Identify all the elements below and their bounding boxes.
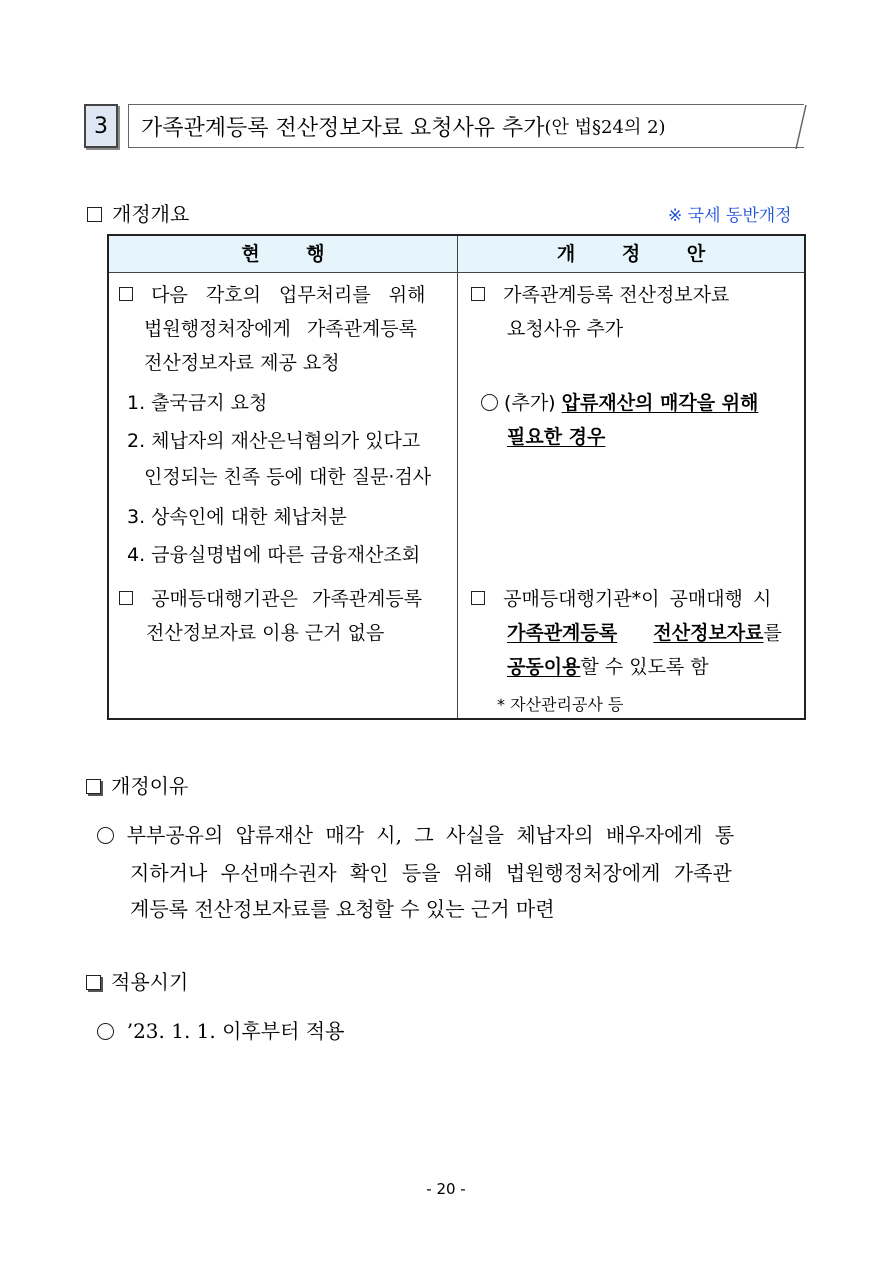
current-item2-line1: 공매등대행기관은 가족관계등록 [119, 582, 422, 616]
square-bullet-icon [119, 591, 133, 605]
reason-line-2: 지하거나 우선매수권자 확인 등을 위해 법원행정처장에게 가족관 [130, 861, 732, 885]
reason-line-1: 부부공유의 압류재산 매각 시, 그 사실을 체납자의 배우자에게 통 [97, 816, 734, 854]
current-list-item-1: 1. 출국금지 요청 [127, 392, 268, 414]
overview-heading [87, 198, 189, 227]
page-number: - 20 - [426, 1180, 466, 1198]
proposed-sub-item: (추가) 압류재산의 매각을 위해 [481, 386, 758, 420]
current-item1-line1: 다음 각호의 업무처리를 위해 [119, 278, 426, 312]
proposed-highlight-1: 압류재산의 매각을 위해 [561, 392, 759, 414]
overview-note: ※ 국세 동반개정 [668, 206, 792, 226]
section-title-sub: (안 법§24의 2) [544, 117, 666, 138]
proposed-item1-line2: 요청사유 추가 [507, 318, 624, 340]
proposed-footnote: * 자산관리공사 등 [497, 695, 624, 714]
title-box-slash-icon [790, 104, 808, 150]
section-title-box [128, 104, 804, 148]
current-list-item-2-cont: 인정되는 친족 등에 대한 질문·검사 [144, 466, 432, 488]
section-number-box [84, 104, 118, 148]
square-bullet-icon [86, 975, 101, 990]
reason-heading: 개정이유 [86, 770, 188, 799]
apply-heading: 적용시기 [86, 966, 188, 995]
section-title: 가족관계등록 전산정보자료 요청사유 추가 [141, 115, 545, 141]
current-item2-line2: 전산정보자료 이용 근거 없음 [146, 622, 385, 644]
current-list-item-3: 3. 상속인에 대한 체납처분 [127, 506, 347, 528]
header-proposed: 개 정 안 [556, 243, 726, 265]
current-item1-line3: 전산정보자료 제공 요청 [144, 352, 340, 374]
square-bullet-icon [471, 591, 485, 605]
comparison-table [107, 234, 806, 720]
overview-heading-text: 개정개요 [112, 202, 190, 226]
square-bullet-icon [471, 287, 485, 301]
proposed-sub-item-cont [507, 420, 605, 454]
proposed-highlight-2: 필요한 경우 [507, 426, 606, 448]
proposed-item2-line2: 가족관계등록 전산정보자료를 [507, 622, 782, 644]
current-list-item-4: 4. 금융실명법에 따른 금융재산조회 [127, 544, 421, 566]
circle-bullet-icon [97, 1023, 114, 1040]
square-bullet-icon [87, 207, 102, 222]
circle-bullet-icon [481, 394, 498, 411]
section-number: 3 [94, 113, 108, 139]
square-bullet-icon [119, 287, 133, 301]
table-column-divider [457, 236, 458, 718]
proposed-item1-line1: 가족관계등록 전산정보자료 [471, 278, 729, 312]
proposed-item2-line3: 공동이용할 수 있도록 함 [507, 656, 709, 678]
proposed-item2-line1: 공매등대행기관*이 공매대행 시 [471, 582, 771, 616]
current-item1-line2: 법원행정처장에게 가족관계등록 [144, 318, 417, 340]
square-bullet-icon [86, 779, 101, 794]
reason-line-3: 계등록 전산정보자료를 요청할 수 있는 근거 마련 [130, 897, 555, 921]
apply-text: ’23. 1. 1. 이후부터 적용 [97, 1012, 344, 1050]
header-current: 현 행 [241, 243, 345, 265]
circle-bullet-icon [97, 827, 114, 844]
current-list-item-2: 2. 체납자의 재산은닉혐의가 있다고 [127, 430, 421, 452]
